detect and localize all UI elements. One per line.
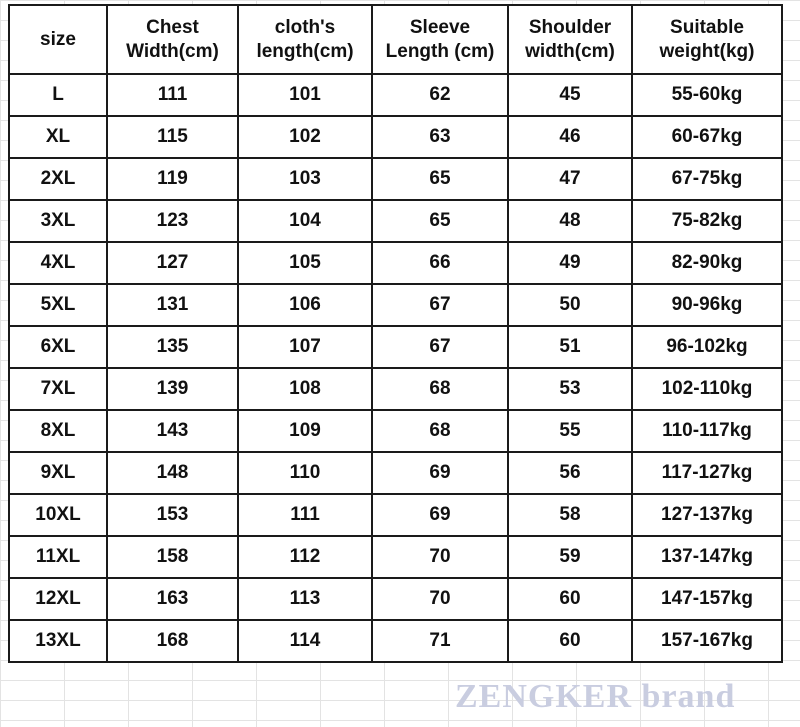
header-row — [9, 5, 782, 74]
cell-sleeve-length: 68 — [372, 410, 508, 452]
brand-watermark: ZENGKER brand — [455, 678, 736, 715]
cell-cloth-length: 107 — [238, 326, 372, 368]
cell-cloth-length: 111 — [238, 494, 372, 536]
cell-size: 4XL — [9, 242, 107, 284]
cell-cloth-length: 104 — [238, 200, 372, 242]
cell-suitable-weight: 90-96kg — [632, 284, 782, 326]
cell-shoulder-width: 45 — [508, 74, 632, 116]
cell-shoulder-width: 51 — [508, 326, 632, 368]
cell-sleeve-length: 67 — [372, 284, 508, 326]
cell-shoulder-width: 50 — [508, 284, 632, 326]
cell-chest-width: 158 — [107, 536, 238, 578]
table-row — [9, 242, 782, 284]
cell-size: 2XL — [9, 158, 107, 200]
cell-suitable-weight: 147-157kg — [632, 578, 782, 620]
cell-shoulder-width: 58 — [508, 494, 632, 536]
cell-shoulder-width: 59 — [508, 536, 632, 578]
cell-sleeve-length: 65 — [372, 200, 508, 242]
cell-cloth-length: 106 — [238, 284, 372, 326]
table-row — [9, 620, 782, 662]
cell-chest-width: 143 — [107, 410, 238, 452]
cell-size: XL — [9, 116, 107, 158]
cell-shoulder-width: 60 — [508, 620, 632, 662]
cell-suitable-weight: 110-117kg — [632, 410, 782, 452]
cell-suitable-weight: 127-137kg — [632, 494, 782, 536]
cell-sleeve-length: 65 — [372, 158, 508, 200]
cell-suitable-weight: 117-127kg — [632, 452, 782, 494]
cell-size: 12XL — [9, 578, 107, 620]
cell-cloth-length: 108 — [238, 368, 372, 410]
cell-shoulder-width: 49 — [508, 242, 632, 284]
header-line: Suitable — [670, 16, 744, 38]
cell-cloth-length: 110 — [238, 452, 372, 494]
cell-sleeve-length: 63 — [372, 116, 508, 158]
table-row — [9, 74, 782, 116]
cell-size: 5XL — [9, 284, 107, 326]
table-row — [9, 578, 782, 620]
size-chart-header — [9, 5, 782, 74]
cell-chest-width: 111 — [107, 74, 238, 116]
cell-shoulder-width: 56 — [508, 452, 632, 494]
cell-suitable-weight: 75-82kg — [632, 200, 782, 242]
header-line: size — [40, 28, 76, 50]
cell-sleeve-length: 66 — [372, 242, 508, 284]
header-chest-width — [107, 5, 238, 74]
header-line: weight(kg) — [659, 40, 755, 62]
cell-size: 13XL — [9, 620, 107, 662]
cell-shoulder-width: 48 — [508, 200, 632, 242]
cell-size: 10XL — [9, 494, 107, 536]
table-row — [9, 284, 782, 326]
size-chart-table — [8, 4, 783, 663]
cell-chest-width: 123 — [107, 200, 238, 242]
cell-cloth-length: 101 — [238, 74, 372, 116]
cell-chest-width: 148 — [107, 452, 238, 494]
cell-cloth-length: 113 — [238, 578, 372, 620]
header-line: width(cm) — [525, 40, 615, 62]
cell-sleeve-length: 71 — [372, 620, 508, 662]
cell-size: 3XL — [9, 200, 107, 242]
cell-suitable-weight: 60-67kg — [632, 116, 782, 158]
cell-shoulder-width: 47 — [508, 158, 632, 200]
cell-cloth-length: 105 — [238, 242, 372, 284]
table-row — [9, 494, 782, 536]
cell-size: L — [9, 74, 107, 116]
cell-chest-width: 131 — [107, 284, 238, 326]
cell-size: 11XL — [9, 536, 107, 578]
cell-size: 6XL — [9, 326, 107, 368]
table-row — [9, 200, 782, 242]
table-row — [9, 116, 782, 158]
cell-chest-width: 139 — [107, 368, 238, 410]
header-suitable-weight — [632, 5, 782, 74]
cell-sleeve-length: 62 — [372, 74, 508, 116]
cell-size: 9XL — [9, 452, 107, 494]
header-line: Length (cm) — [385, 40, 495, 62]
cell-cloth-length: 114 — [238, 620, 372, 662]
cell-size: 7XL — [9, 368, 107, 410]
cell-suitable-weight: 102-110kg — [632, 368, 782, 410]
header-line: Sleeve — [409, 16, 471, 38]
table-row — [9, 158, 782, 200]
cell-suitable-weight: 157-167kg — [632, 620, 782, 662]
header-line: Width(cm) — [126, 40, 219, 62]
cell-suitable-weight: 55-60kg — [632, 74, 782, 116]
cell-chest-width: 119 — [107, 158, 238, 200]
header-line: Chest — [146, 16, 199, 38]
header-size — [9, 5, 107, 74]
table-row — [9, 452, 782, 494]
cell-size: 8XL — [9, 410, 107, 452]
cell-sleeve-length: 67 — [372, 326, 508, 368]
cell-shoulder-width: 60 — [508, 578, 632, 620]
cell-chest-width: 115 — [107, 116, 238, 158]
header-line: length(cm) — [256, 40, 354, 62]
table-row — [9, 368, 782, 410]
table-row — [9, 326, 782, 368]
table-row — [9, 536, 782, 578]
cell-suitable-weight: 96-102kg — [632, 326, 782, 368]
cell-sleeve-length: 69 — [372, 452, 508, 494]
header-sleeve-length — [372, 5, 508, 74]
cell-sleeve-length: 69 — [372, 494, 508, 536]
cell-chest-width: 163 — [107, 578, 238, 620]
header-line: cloth's — [274, 16, 336, 38]
cell-sleeve-length: 70 — [372, 536, 508, 578]
cell-suitable-weight: 82-90kg — [632, 242, 782, 284]
cell-chest-width: 153 — [107, 494, 238, 536]
cell-chest-width: 135 — [107, 326, 238, 368]
header-line: Shoulder — [528, 16, 612, 38]
cell-sleeve-length: 70 — [372, 578, 508, 620]
cell-suitable-weight: 67-75kg — [632, 158, 782, 200]
cell-cloth-length: 102 — [238, 116, 372, 158]
cell-shoulder-width: 53 — [508, 368, 632, 410]
cell-sleeve-length: 68 — [372, 368, 508, 410]
cell-chest-width: 127 — [107, 242, 238, 284]
cell-cloth-length: 103 — [238, 158, 372, 200]
cell-suitable-weight: 137-147kg — [632, 536, 782, 578]
header-cloth-length — [238, 5, 372, 74]
header-shoulder-width — [508, 5, 632, 74]
cell-chest-width: 168 — [107, 620, 238, 662]
cell-shoulder-width: 46 — [508, 116, 632, 158]
table-row — [9, 410, 782, 452]
cell-shoulder-width: 55 — [508, 410, 632, 452]
cell-cloth-length: 109 — [238, 410, 372, 452]
size-chart-body — [9, 74, 782, 662]
cell-cloth-length: 112 — [238, 536, 372, 578]
